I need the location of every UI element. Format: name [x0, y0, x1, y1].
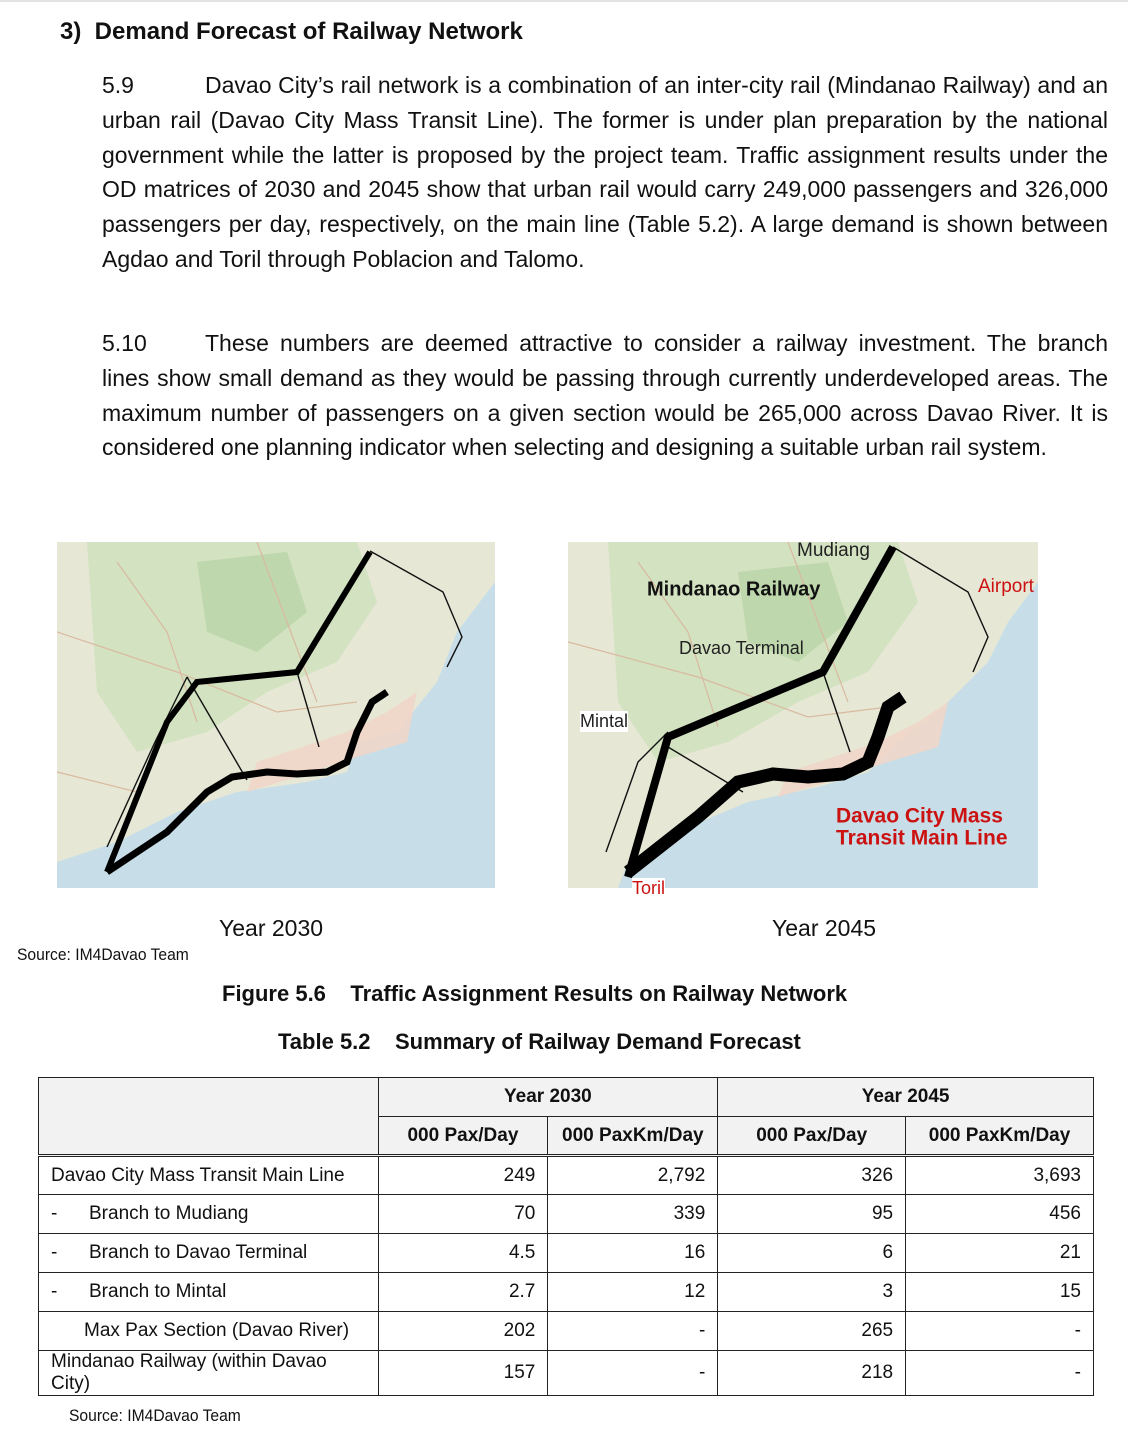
label-main-line-1: Davao City Mass [836, 804, 1003, 828]
row-label-cell [39, 1195, 379, 1234]
table-row [39, 1195, 1094, 1234]
paragraph-text: Davao City’s rail network is a combination of an inter-city rail (Mindanao Railway) and an urban rail (Davao City Mass Transit Line). The former is under plan preparation by the national government while the latter is proposed by the project team. Traffic assignment results under the OD matrices of 2030 and 2045 show that urban rail would carry 249,000 passengers and 326,000 passengers per day, respectively, on the main line (Table 5.2). A large demand is shown between Agdao and Toril through Poblacion and Talomo. [102, 72, 1108, 272]
cell-value: - [906, 1312, 1094, 1351]
label-main-line-2: Transit Main Line [836, 826, 1008, 850]
label-mindanao-railway: Mindanao Railway [647, 578, 821, 601]
demand-forecast-table [38, 1077, 1094, 1396]
paragraph-5-10 [102, 326, 1108, 465]
cell-value: - [906, 1351, 1094, 1396]
subheader: 000 Pax/Day [718, 1117, 906, 1156]
map-year-2045: Year 2045 [772, 915, 877, 941]
cell-value: 265 [718, 1312, 906, 1351]
subheader: 000 PaxKm/Day [548, 1117, 718, 1156]
section-heading: 3) Demand Forecast of Railway Network [60, 18, 523, 45]
table-row [39, 1156, 1094, 1195]
cell-value: 218 [718, 1351, 906, 1396]
header-year-2045: Year 2045 [718, 1078, 1094, 1117]
row-label: Branch to Davao Terminal [89, 1242, 308, 1263]
row-dash: - [51, 1203, 58, 1224]
row-label: Branch to Mintal [89, 1281, 227, 1302]
row-label: Davao City Mass Transit Main Line [39, 1156, 379, 1195]
label-davao-terminal: Davao Terminal [679, 637, 804, 658]
row-label-cell [39, 1273, 379, 1312]
cell-value: 249 [378, 1156, 548, 1195]
table-caption: Table 5.2 Summary of Railway Demand Forecast [278, 1029, 801, 1054]
cell-value: 95 [718, 1195, 906, 1234]
row-dash: - [51, 1242, 58, 1263]
table-source: Source: IM4Davao Team [69, 1406, 241, 1425]
cell-value: 12 [548, 1273, 718, 1312]
cell-value: 2.7 [378, 1273, 548, 1312]
cell-value: - [548, 1312, 718, 1351]
table-row [39, 1312, 1094, 1351]
header-year-2030: Year 2030 [378, 1078, 718, 1117]
cell-value: 202 [378, 1312, 548, 1351]
cell-value: - [548, 1351, 718, 1396]
paragraph-text: These numbers are deemed attractive to consider a railway investment. The branch lines show small demand as they would be passing through currently underdeveloped areas. The maximum number of passengers on a given section would be 265,000 across Davao River. It is considered one planning indicator when selecting and designing a suitable urban rail system. [102, 330, 1108, 461]
subheader: 000 PaxKm/Day [906, 1117, 1094, 1156]
cell-value: 70 [378, 1195, 548, 1234]
cell-value: 21 [906, 1234, 1094, 1273]
row-label-cell [39, 1234, 379, 1273]
cell-value: 6 [718, 1234, 906, 1273]
cell-value: 326 [718, 1156, 906, 1195]
map-year-2030: Year 2030 [219, 915, 324, 941]
cell-value: 2,792 [548, 1156, 718, 1195]
cell-value: 4.5 [378, 1234, 548, 1273]
cell-value: 157 [378, 1351, 548, 1396]
table-row [39, 1351, 1094, 1396]
label-mudiang: Mudiang [797, 542, 870, 561]
label-toril: Toril [632, 878, 666, 898]
figure-source: Source: IM4Davao Team [17, 945, 189, 964]
row-label: Max Pax Section (Davao River) [39, 1312, 379, 1351]
cell-value: 16 [548, 1234, 718, 1273]
paragraph-number: 5.9 [102, 72, 134, 98]
header-blank [39, 1078, 379, 1156]
row-label: Branch to Mudiang [89, 1203, 249, 1224]
paragraph-number: 5.10 [102, 330, 147, 356]
cell-value: 456 [906, 1195, 1094, 1234]
table-header-row [39, 1078, 1094, 1117]
cell-value: 3,693 [906, 1156, 1094, 1195]
label-mintal: Mintal [580, 711, 629, 731]
figure-caption: Figure 5.6 Traffic Assignment Results on Railway Network [222, 981, 848, 1006]
table-row [39, 1273, 1094, 1312]
cell-value: 3 [718, 1273, 906, 1312]
page-top-rule [0, 0, 1128, 2]
map-2045 [568, 542, 1038, 888]
table-row [39, 1234, 1094, 1273]
paragraph-5-9 [102, 68, 1108, 277]
cell-value: 15 [906, 1273, 1094, 1312]
label-airport: Airport [978, 575, 1034, 597]
cell-value: 339 [548, 1195, 718, 1234]
subheader: 000 Pax/Day [378, 1117, 548, 1156]
map-2030 [57, 542, 495, 888]
row-dash: - [51, 1281, 58, 1302]
row-label: Mindanao Railway (within Davao City) [39, 1351, 379, 1396]
